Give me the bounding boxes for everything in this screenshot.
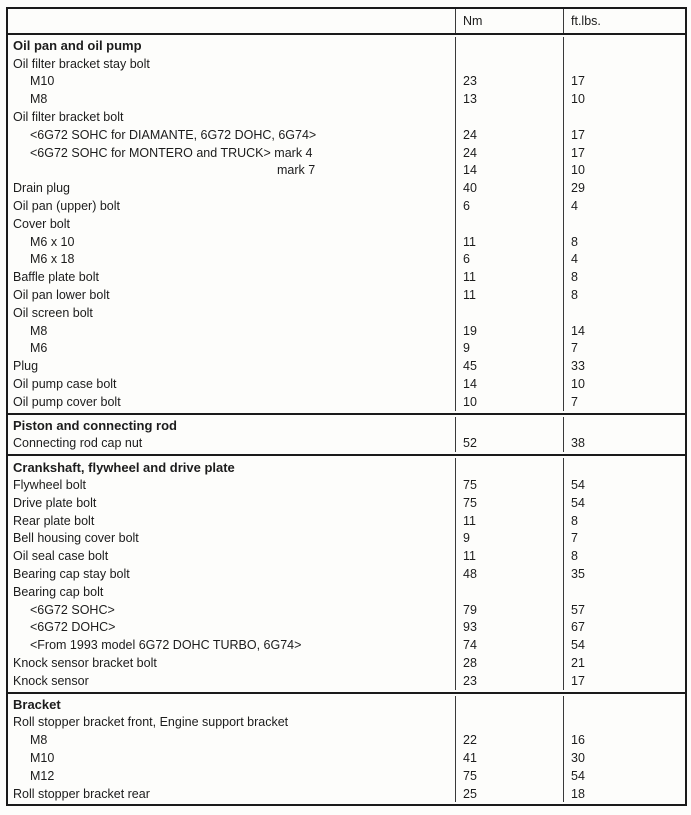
table-row xyxy=(8,393,685,411)
row-label: M8 xyxy=(30,733,48,748)
row-ftlbs-value: 7 xyxy=(563,530,685,548)
table-row xyxy=(8,785,685,803)
row-ftlbs-value xyxy=(563,215,685,233)
table-row xyxy=(8,233,685,251)
section-title-row xyxy=(8,417,685,435)
section-title: Bracket xyxy=(13,697,61,713)
row-ftlbs-value: 30 xyxy=(563,749,685,767)
table-row xyxy=(8,375,685,393)
row-nm-value: 11 xyxy=(455,512,563,530)
table-row xyxy=(8,476,685,494)
table-row xyxy=(8,565,685,583)
section-nm-cell xyxy=(455,696,563,714)
row-nm-value: 9 xyxy=(455,340,563,358)
table-row xyxy=(8,251,685,269)
row-ftlbs-value: 4 xyxy=(563,251,685,269)
row-nm-value: 11 xyxy=(455,268,563,286)
table-section xyxy=(8,413,685,455)
row-nm-value: 48 xyxy=(455,565,563,583)
table-row xyxy=(8,90,685,108)
row-nm-value: 13 xyxy=(455,90,563,108)
row-ftlbs-value: 54 xyxy=(563,476,685,494)
row-label: Roll stopper bracket rear xyxy=(13,786,150,801)
row-ftlbs-value: 33 xyxy=(563,357,685,375)
row-label: Cover bolt xyxy=(13,216,70,231)
row-label: <6G72 SOHC for DIAMANTE, 6G72 DOHC, 6G74> xyxy=(30,127,317,142)
row-nm-value: 6 xyxy=(455,197,563,215)
row-label: Drive plate bolt xyxy=(13,495,97,510)
row-ftlbs-value: 8 xyxy=(563,286,685,304)
row-label: Knock sensor bracket bolt xyxy=(13,655,157,670)
row-ftlbs-value: 17 xyxy=(563,144,685,162)
section-ftlbs-cell xyxy=(563,37,685,55)
row-label: Baffle plate bolt xyxy=(13,270,99,285)
row-nm-value: 14 xyxy=(455,375,563,393)
section-title-row xyxy=(8,458,685,476)
table-row xyxy=(8,340,685,358)
section-title: Piston and connecting rod xyxy=(13,418,177,434)
table-row xyxy=(8,654,685,672)
row-nm-value: 24 xyxy=(455,144,563,162)
row-nm-value: 52 xyxy=(455,435,563,453)
row-label: Oil filter bracket bolt xyxy=(13,110,124,125)
section-title-row xyxy=(8,696,685,714)
row-ftlbs-value: 38 xyxy=(563,435,685,453)
row-label: Bell housing cover bolt xyxy=(13,531,139,546)
row-nm-value xyxy=(455,713,563,731)
table-row xyxy=(8,162,685,180)
row-label: Oil screen bolt xyxy=(13,305,93,320)
row-label: Rear plate bolt xyxy=(13,513,95,528)
table-section xyxy=(8,454,685,691)
section-title-row xyxy=(8,37,685,55)
row-nm-value: 41 xyxy=(455,749,563,767)
table-row xyxy=(8,767,685,785)
row-label: Bearing cap bolt xyxy=(13,584,104,599)
table-row xyxy=(8,322,685,340)
row-ftlbs-value: 54 xyxy=(563,636,685,654)
row-label: Oil pump case bolt xyxy=(13,377,117,392)
row-ftlbs-value: 7 xyxy=(563,393,685,411)
table-row xyxy=(8,144,685,162)
table-row xyxy=(8,435,685,453)
row-ftlbs-value xyxy=(563,304,685,322)
row-nm-value xyxy=(455,583,563,601)
table-row xyxy=(8,512,685,530)
row-ftlbs-value: 21 xyxy=(563,654,685,672)
row-ftlbs-value: 10 xyxy=(563,162,685,180)
row-nm-value: 23 xyxy=(455,73,563,91)
row-nm-value: 6 xyxy=(455,251,563,269)
table-row xyxy=(8,619,685,637)
row-label: M8 xyxy=(30,92,48,107)
row-ftlbs-value: 57 xyxy=(563,601,685,619)
header-nm-label: Nm xyxy=(455,9,563,33)
row-nm-value: 23 xyxy=(455,672,563,690)
table-row xyxy=(8,713,685,731)
row-ftlbs-value: 18 xyxy=(563,785,685,803)
section-ftlbs-cell xyxy=(563,458,685,476)
section-ftlbs-cell xyxy=(563,696,685,714)
section-nm-cell xyxy=(455,417,563,435)
row-ftlbs-value xyxy=(563,713,685,731)
table-row xyxy=(8,197,685,215)
table-row xyxy=(8,108,685,126)
section-nm-cell xyxy=(455,37,563,55)
row-nm-value xyxy=(455,55,563,73)
row-nm-value: 75 xyxy=(455,476,563,494)
table-row xyxy=(8,215,685,233)
table-row xyxy=(8,286,685,304)
table-row xyxy=(8,731,685,749)
table-row xyxy=(8,268,685,286)
row-label: Oil pan (upper) bolt xyxy=(13,199,121,214)
row-nm-value: 10 xyxy=(455,393,563,411)
row-nm-value: 25 xyxy=(455,785,563,803)
row-label: Connecting rod cap nut xyxy=(13,436,143,451)
row-label: Knock sensor xyxy=(13,673,89,688)
row-nm-value: 75 xyxy=(455,767,563,785)
row-label: <6G72 SOHC for MONTERO and TRUCK> mark 4 xyxy=(30,145,313,160)
row-nm-value xyxy=(455,108,563,126)
row-label: Bearing cap stay bolt xyxy=(13,567,130,581)
row-nm-value: 45 xyxy=(455,357,563,375)
row-label: M6 xyxy=(30,341,48,356)
table-row xyxy=(8,55,685,73)
row-label: <6G72 SOHC> xyxy=(30,602,115,617)
table-section xyxy=(8,692,685,805)
row-ftlbs-value: 4 xyxy=(563,197,685,215)
row-ftlbs-value xyxy=(563,583,685,601)
row-nm-value: 75 xyxy=(455,494,563,512)
table-row xyxy=(8,749,685,767)
row-ftlbs-value: 8 xyxy=(563,512,685,530)
row-nm-value: 24 xyxy=(455,126,563,144)
row-nm-value: 19 xyxy=(455,322,563,340)
row-label: Oil filter bracket stay bolt xyxy=(13,56,150,71)
row-label: <6G72 DOHC> xyxy=(30,620,116,635)
row-label: mark 7 xyxy=(277,163,316,178)
row-nm-value: 79 xyxy=(455,601,563,619)
row-label: Oil pan lower bolt xyxy=(13,288,110,303)
row-ftlbs-value: 67 xyxy=(563,619,685,637)
row-ftlbs-value xyxy=(563,55,685,73)
row-nm-value: 22 xyxy=(455,731,563,749)
row-label: M12 xyxy=(30,768,55,783)
row-label: Plug xyxy=(13,359,39,374)
row-nm-value: 11 xyxy=(455,286,563,304)
torque-spec-table xyxy=(6,7,687,806)
row-nm-value: 9 xyxy=(455,530,563,548)
row-label: <From 1993 model 6G72 DOHC TURBO, 6G74> xyxy=(30,638,302,653)
table-row xyxy=(8,583,685,601)
row-nm-value: 40 xyxy=(455,179,563,197)
row-label: Oil pump cover bolt xyxy=(13,394,121,409)
row-nm-value: 74 xyxy=(455,636,563,654)
header-ftlbs-label: ft.lbs. xyxy=(563,9,685,33)
section-nm-cell xyxy=(455,458,563,476)
section-title: Crankshaft, flywheel and drive plate xyxy=(13,459,235,475)
table-header-row xyxy=(8,9,685,35)
table-row xyxy=(8,494,685,512)
row-ftlbs-value: 17 xyxy=(563,126,685,144)
table-row xyxy=(8,357,685,375)
row-ftlbs-value: 8 xyxy=(563,268,685,286)
row-ftlbs-value: 17 xyxy=(563,73,685,91)
row-label: Flywheel bolt xyxy=(13,478,86,493)
row-ftlbs-value: 16 xyxy=(563,731,685,749)
table-row xyxy=(8,672,685,690)
row-nm-value: 93 xyxy=(455,619,563,637)
row-ftlbs-value: 35 xyxy=(563,565,685,583)
table-row xyxy=(8,126,685,144)
table-row xyxy=(8,601,685,619)
row-label: M6 x 18 xyxy=(30,252,75,267)
row-ftlbs-value: 14 xyxy=(563,322,685,340)
table-body xyxy=(8,35,685,804)
row-ftlbs-value: 54 xyxy=(563,494,685,512)
row-label: Roll stopper bracket front, Engine support bracket xyxy=(13,715,289,730)
row-label: Drain plug xyxy=(13,181,70,196)
row-nm-value xyxy=(455,304,563,322)
row-nm-value: 11 xyxy=(455,233,563,251)
row-nm-value xyxy=(455,215,563,233)
row-ftlbs-value: 10 xyxy=(563,375,685,393)
table-row xyxy=(8,530,685,548)
table-row xyxy=(8,304,685,322)
row-ftlbs-value: 7 xyxy=(563,340,685,358)
row-label: Oil seal case bolt xyxy=(13,549,109,564)
table-section xyxy=(8,35,685,413)
row-ftlbs-value: 10 xyxy=(563,90,685,108)
table-row xyxy=(8,547,685,565)
row-nm-value: 11 xyxy=(455,547,563,565)
row-ftlbs-value: 8 xyxy=(563,547,685,565)
row-ftlbs-value: 54 xyxy=(563,767,685,785)
row-ftlbs-value: 29 xyxy=(563,179,685,197)
table-row xyxy=(8,73,685,91)
table-row xyxy=(8,179,685,197)
row-nm-value: 28 xyxy=(455,654,563,672)
row-ftlbs-value xyxy=(563,108,685,126)
row-label: M10 xyxy=(30,74,55,89)
row-ftlbs-value: 17 xyxy=(563,672,685,690)
section-title: Oil pan and oil pump xyxy=(13,38,142,54)
row-ftlbs-value: 8 xyxy=(563,233,685,251)
section-ftlbs-cell xyxy=(563,417,685,435)
row-label: M6 x 10 xyxy=(30,234,75,249)
row-label: M10 xyxy=(30,750,55,765)
row-label: M8 xyxy=(30,323,48,338)
table-row xyxy=(8,636,685,654)
row-nm-value: 14 xyxy=(455,162,563,180)
